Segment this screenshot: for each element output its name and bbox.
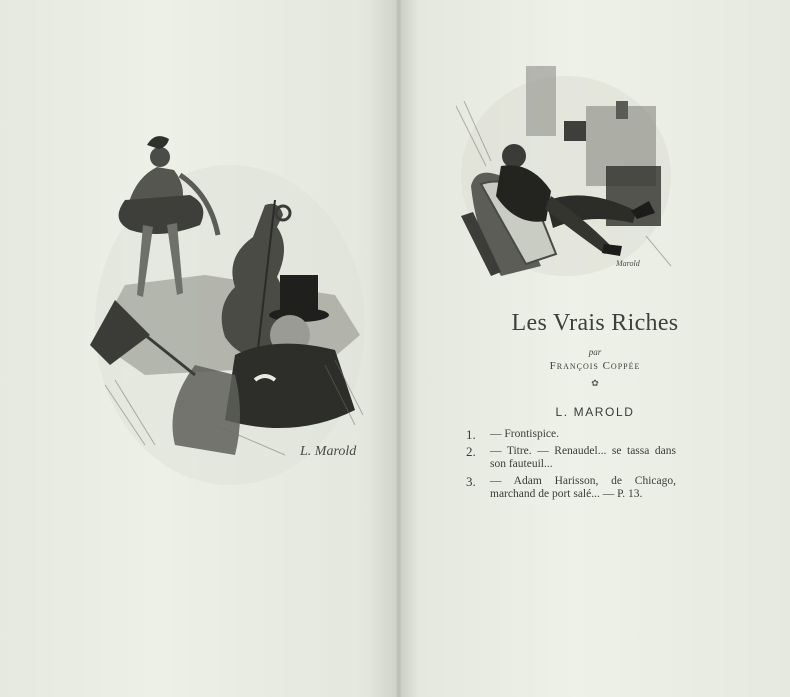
svg-text:Marold: Marold bbox=[616, 259, 640, 268]
vignette-illustration-icon bbox=[456, 66, 674, 282]
plate-caption: — Titre. — Renaudel... se tassa dans son fauteuil... bbox=[490, 445, 676, 470]
list-item bbox=[466, 428, 676, 441]
list-item bbox=[466, 445, 676, 471]
signature-text: L. Marold bbox=[300, 444, 357, 459]
plate-number: 1. bbox=[466, 427, 476, 442]
ornament-icon: ✿ bbox=[591, 379, 599, 389]
plates-list bbox=[466, 428, 676, 505]
plate-caption: — Adam Harisson, de Chicago, marchand de port salé... — P. 13. bbox=[490, 475, 676, 500]
frontispiece-illustration-icon bbox=[85, 125, 370, 495]
author-name: François Coppée bbox=[549, 360, 641, 372]
plate-number: 3. bbox=[466, 474, 476, 489]
book-title: Les Vrais Riches bbox=[511, 310, 679, 336]
plate-number: 2. bbox=[466, 444, 476, 459]
by-label: par bbox=[588, 347, 602, 357]
plate-caption: — Frontispice. bbox=[490, 428, 559, 440]
illustrator-name: L. MAROLD bbox=[555, 405, 635, 419]
list-item bbox=[466, 475, 676, 501]
